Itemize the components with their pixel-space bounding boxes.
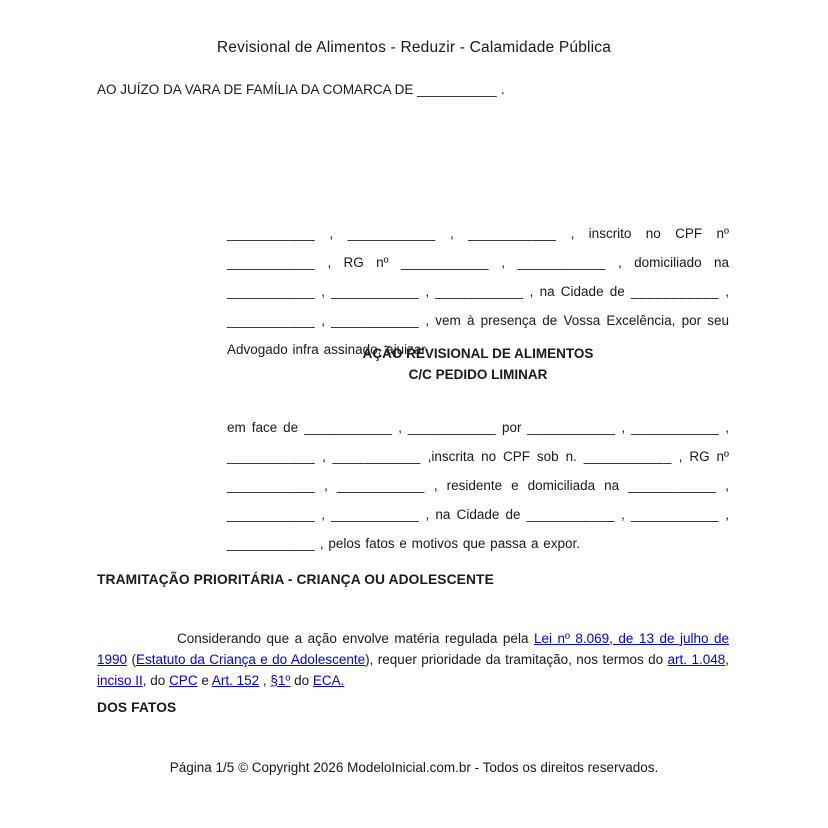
document-title: Revisional de Alimentos - Reduzir - Calamidade Pública	[216, 39, 612, 56]
blank-field: ___________	[407, 419, 496, 435]
text-run: , domiciliado na	[605, 254, 729, 270]
legal-reference-link[interactable]: Art. 152	[211, 672, 260, 688]
text-run: ,	[315, 477, 337, 493]
page-footer: Página 1/5 © Copyright 2026 ModeloInicial.com.br - Todos os direitos reservados.	[169, 760, 659, 775]
text-run: ,	[392, 419, 408, 435]
text-run: , residente e domiciliada na	[424, 477, 629, 493]
text-run: do	[290, 672, 313, 688]
blank-field: ___________	[468, 225, 557, 241]
legal-reference-link[interactable]: ECA.	[312, 672, 345, 688]
text-run: ,	[719, 419, 729, 435]
action-title-line1: AÇÃO REVISIONAL DE ALIMENTOS	[362, 346, 594, 361]
legal-reference-link[interactable]: §1º	[270, 672, 291, 688]
text-run: (	[127, 651, 136, 667]
text-run: ,	[315, 225, 348, 241]
text-run: ,	[725, 651, 729, 667]
text-run: por	[496, 419, 528, 435]
text-run: ,inscrita no CPF sob n.	[420, 448, 584, 464]
blank-field: ___________	[227, 506, 316, 522]
blank-field: ___________	[631, 419, 720, 435]
text-run: AO JUÍZO DA VARA DE FAMÍLIA DA COMARCA DE	[97, 82, 418, 97]
blank-field: ___________	[227, 448, 316, 464]
blank-field: ___________	[227, 283, 316, 299]
text-run: ), requer prioridade da tramitação, nos termos do	[365, 651, 668, 667]
action-title	[227, 343, 729, 385]
text-run: , pelos fatos e motivos que passa a expor.	[315, 535, 580, 551]
action-title-line2: C/C PEDIDO LIMINAR	[408, 367, 548, 382]
blank-field: ___________	[400, 254, 490, 270]
text-run: ,	[719, 506, 729, 522]
blank-field: ___________	[227, 254, 316, 270]
text-run: , na Cidade de	[523, 283, 631, 299]
text-run: ,	[315, 283, 332, 299]
blank-field: ___________	[331, 283, 420, 299]
text-run: , vem à presença de Vossa Excelência, por seu Advogado infra assinado, ajuizar	[227, 312, 729, 357]
legal-reference-link[interactable]: art. 1.048	[667, 651, 726, 667]
text-run: ,	[489, 254, 518, 270]
blank-field: ___________	[347, 225, 436, 241]
text-run: , na Cidade de	[419, 506, 527, 522]
text-run: ,	[315, 448, 333, 464]
text-run: , inscrito no CPF nº	[556, 225, 729, 241]
blank-field: ___________	[583, 448, 672, 464]
text-run: ,	[419, 283, 436, 299]
blank-field: ___________	[227, 535, 316, 551]
text-run: ,	[435, 225, 469, 241]
text-run: , do	[142, 672, 170, 688]
text-run: ,	[615, 419, 632, 435]
text-run: ,	[719, 283, 729, 299]
text-run: , RG nº	[671, 448, 729, 464]
text-run: ,	[614, 506, 631, 522]
plaintiff-qualification-paragraph	[227, 219, 729, 364]
text-run: em face de	[227, 419, 305, 435]
blank-field: ___________	[336, 477, 425, 493]
legal-reference-link[interactable]: Lei nº 8.069, de 13 de julho de 1990	[97, 630, 729, 667]
blank-field: ___________	[628, 477, 717, 493]
blank-field: ___________	[630, 283, 720, 299]
addressee-line	[97, 81, 729, 98]
blank-field: ___________	[527, 419, 616, 435]
text-run: ,	[259, 672, 271, 688]
blank-field: ___________	[526, 506, 615, 522]
text-run: ,	[315, 312, 332, 328]
blank-field: ___________	[227, 312, 316, 328]
legal-reference-link[interactable]: Estatuto da Criança e do Adolescente	[135, 651, 366, 667]
legal-reference-link[interactable]: CPC	[169, 672, 198, 688]
blank-field: ___________	[331, 506, 420, 522]
blank-field: __________	[417, 82, 498, 97]
priority-paragraph	[97, 628, 729, 691]
blank-field: ___________	[304, 419, 393, 435]
text-run: ,	[315, 506, 332, 522]
text-run: , RG nº	[315, 254, 401, 270]
blank-field: ___________	[332, 448, 421, 464]
defendant-qualification-paragraph	[227, 413, 729, 558]
text-run: ,	[716, 477, 729, 493]
priority-section-heading: TRAMITAÇÃO PRIORITÁRIA - CRIANÇA OU ADOLESCENTE	[97, 572, 494, 587]
blank-field: ___________	[435, 283, 524, 299]
blank-field: ___________	[227, 477, 316, 493]
blank-field: ___________	[517, 254, 606, 270]
legal-reference-link[interactable]: inciso II	[97, 672, 143, 688]
text-run: e	[197, 672, 212, 688]
blank-field: ___________	[331, 312, 420, 328]
blank-field: ___________	[630, 506, 720, 522]
text-run: Considerando que a ação envolve matéria regulada pela	[177, 630, 534, 646]
blank-field: ___________	[227, 225, 316, 241]
text-run: .	[497, 82, 505, 97]
facts-section-heading: DOS FATOS	[97, 700, 177, 715]
